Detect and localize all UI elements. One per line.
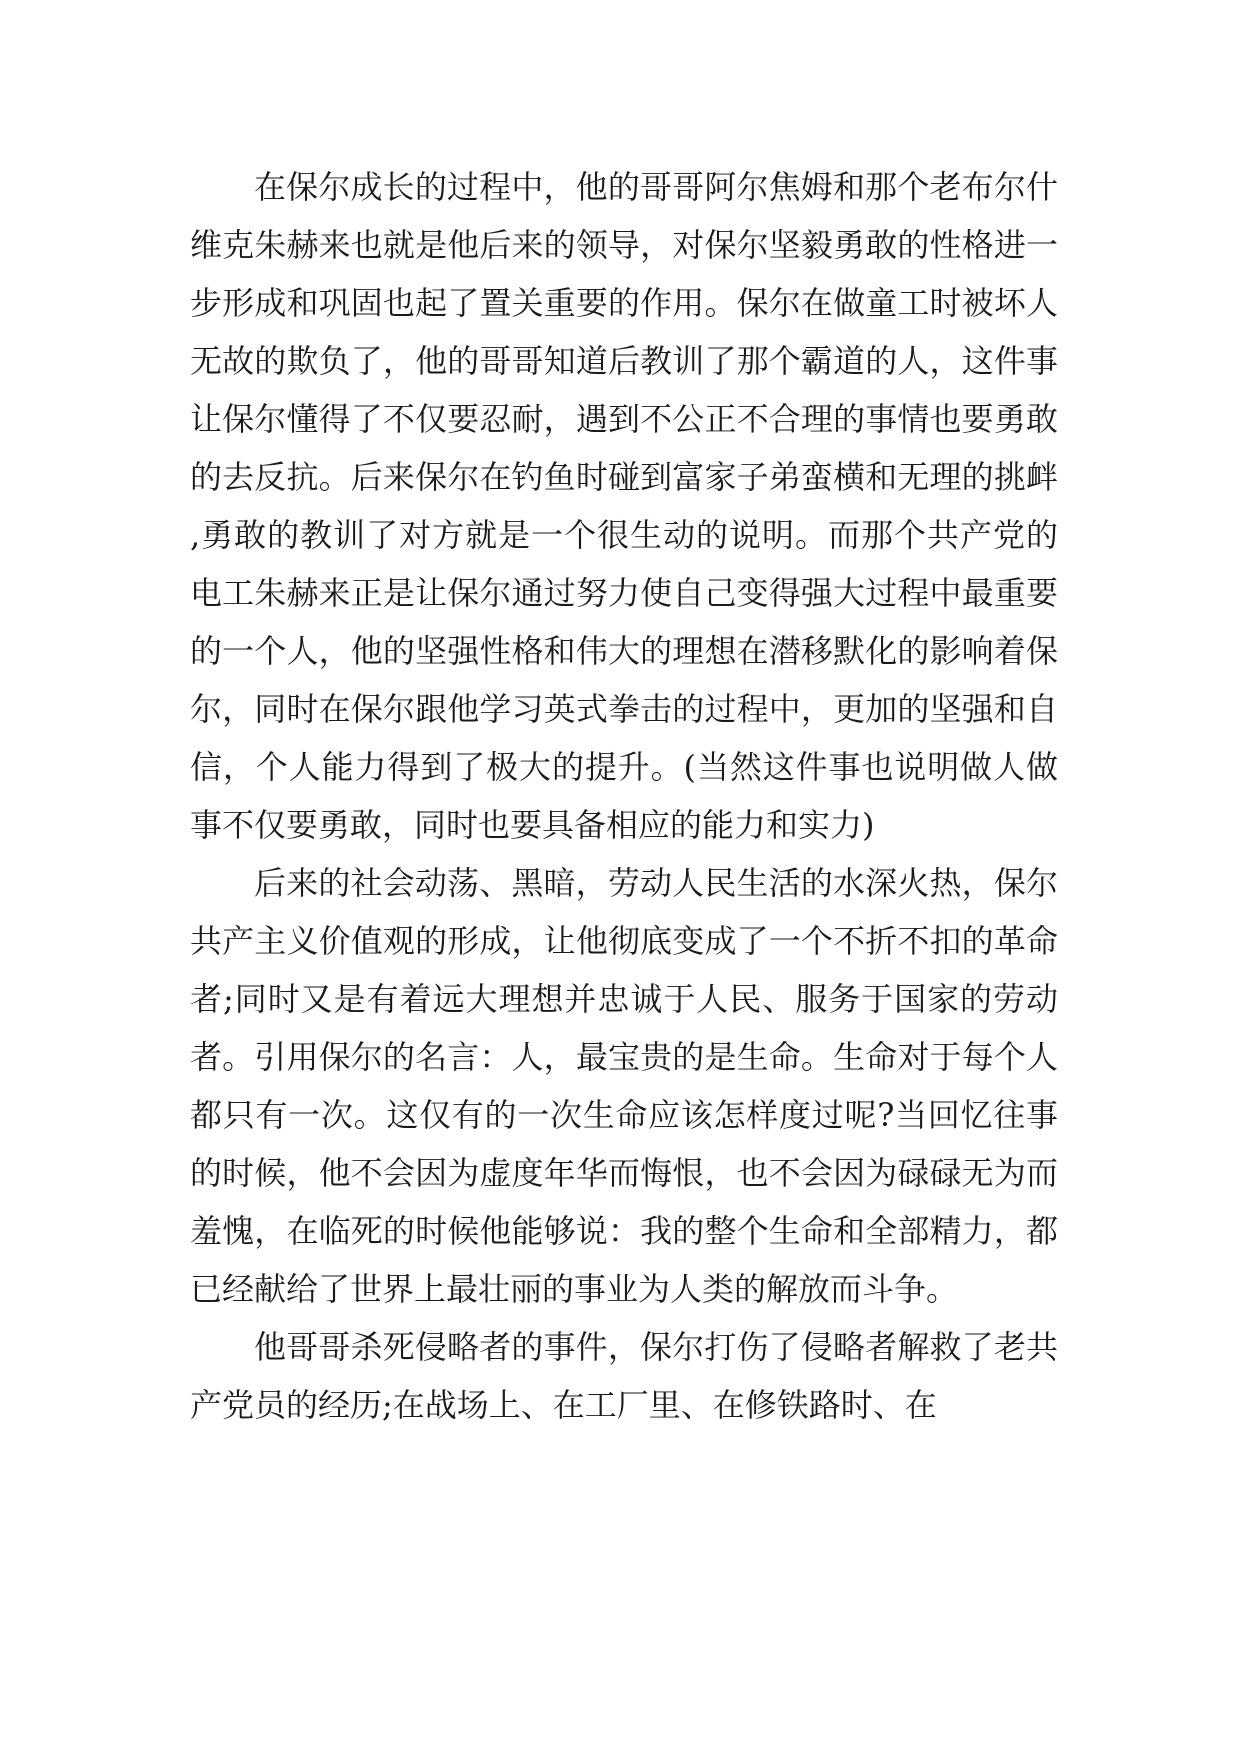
paragraph-2: 后来的社会动荡、黑暗，劳动人民生活的水深火热，保尔共产主义价值观的形成，让他彻底变成了一个不折不扣的革命者;同时又是有着远大理想并忠诚于人民、服务于国家的劳动者。引用保尔的名言：人，最宝贵的是生命。生命对于每个人都只有一次。这仅有的一次生命应该怎样度过呢?当回忆往事的时候，他不会因为虚度年华而悔恨，也不会因为碌碌无为而羞愧，在临死的时候他能够说：我的整个生命和全部精力，都已经献给了世界上最壮丽的事业为人类的解放而斗争。 xyxy=(190,864,1058,1308)
document-body xyxy=(190,158,1058,1434)
paragraph-1: 在保尔成长的过程中，他的哥哥阿尔焦姆和那个老布尔什维克朱赫来也就是他后来的领导，对保尔坚毅勇敢的性格进一步形成和巩固也起了置关重要的作用。保尔在做童工时被坏人无故的欺负了，他的哥哥知道后教训了那个霸道的人，这件事让保尔懂得了不仅要忍耐，遇到不公正不合理的事情也要勇敢的去反抗。后来保尔在钓鱼时碰到富家子弟蛮横和无理的挑衅,勇敢的教训了对方就是一个很生动的说明。而那个共产党的电工朱赫来正是让保尔通过努力使自己变得强大过程中最重要的一个人，他的坚强性格和伟大的理想在潜移默化的影响着保尔，同时在保尔跟他学习英式拳击的过程中，更加的坚强和自信，个人能力得到了极大的提升。(当然这件事也说明做人做事不仅要勇敢，同时也要具备相应的能力和实力) xyxy=(190,168,1058,844)
paragraph-3: 他哥哥杀死侵略者的事件，保尔打伤了侵略者解救了老共产党员的经历;在战场上、在工厂里、在修铁路时、在 xyxy=(190,1328,1058,1424)
